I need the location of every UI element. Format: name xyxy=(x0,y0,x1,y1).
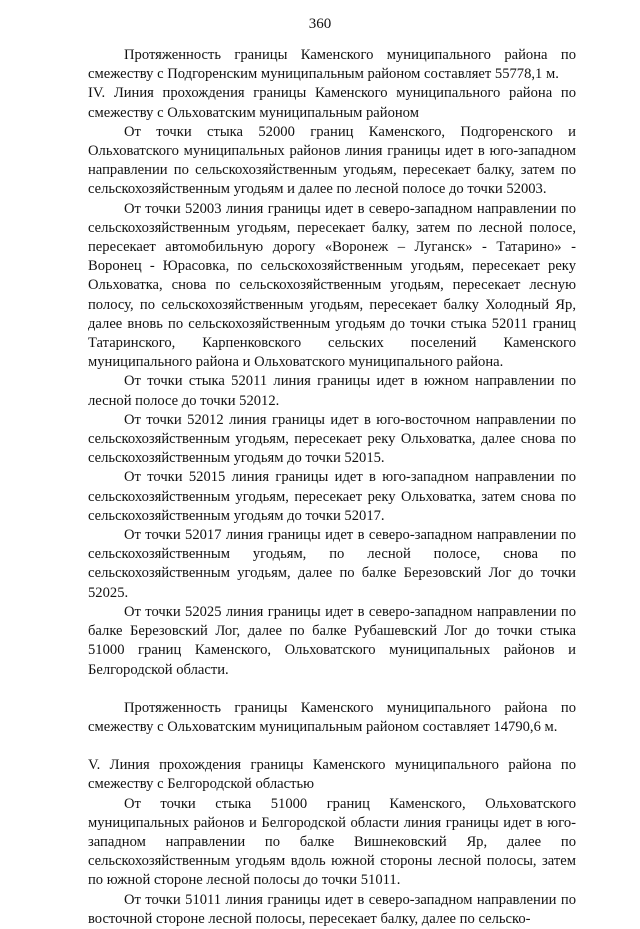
paragraph: От точки стыка 52011 линия границы идет в южном направлении по лесной полосе до точки 52012. xyxy=(88,373,576,409)
page-number: 360 xyxy=(308,16,332,32)
paragraph: Протяженность границы Каменского муниципального района по смежеству с Ольховатским муниципальным районом составляет 14790,6 м. xyxy=(88,699,576,735)
paragraph: От точки 52003 линия границы идет в северо-западном направлении по сельскохозяйственным угодьям, пересекает балку, затем по лесной полосе, пересекает автомобильную дорогу «Воронеж – Луганск» - Татарино» - Воронец - Юрасовка, по сельскохозяйственным угодьям, пересекает реку Ольховатка, снова по сельскохозяйственным угодьям, пересекает лесную полосу, по сельскохозяйственным угодьям, пересекает балку Холодный Яр, далее вновь по сельскохозяйственным угодьям до точки стыка 52011 границ Татаринского, Карпенковского сельских поселений Каменского муниципального района и Ольховатского муниципального района. xyxy=(88,200,576,371)
paragraph: От точки стыка 52000 границ Каменского, Подгоренского и Ольховатского муниципальных районов линия границы идет в юго-западном направлении по сельскохозяйственным угодьям, пересекает балку, затем по сельскохозяйственным угодьям и далее по лесной полосе до точки 52003. xyxy=(88,123,576,198)
paragraph: От точки стыка 51000 границ Каменского, Ольховатского муниципальных районов и Белгородской области линия границы идет в юго-западном направлении по балке Вишнековский Яр, далее по сельскохозяйственным угодьям вдоль южной стороны лесной полосы, затем по южной стороне лесной полосы до точки 51011. xyxy=(88,795,576,889)
section-heading: IV. Линия прохождения границы Каменского муниципального района по смежеству с Ольховатским муниципальным районом xyxy=(88,85,576,121)
paragraph: От точки 52025 линия границы идет в северо-западном направлении по балке Березовский Лог, далее по балке Рубашевский Лог до точки стыка 51000 границ Каменского, Ольховатского муниципальных районов и Белгородской области. xyxy=(88,603,576,678)
paragraph: От точки 52017 линия границы идет в северо-западном направлении по сельскохозяйственным угодьям, по лесной полосе, снова по сельскохозяйственным угодьям, далее по балке Березовский Лог до точки 52025. xyxy=(88,527,576,601)
section-heading: V. Линия прохождения границы Каменского муниципального района по смежеству с Белгородской областью xyxy=(88,757,576,793)
paragraph: От точки 52015 линия границы идет в юго-западном направлении по сельскохозяйственным угодьям, пересекает реку Ольховатка, затем снова по сельскохозяйственным угодьям до точки 52017. xyxy=(88,469,576,524)
paragraph: От точки 52012 линия границы идет в юго-восточном направлении по сельскохозяйственным угодьям, пересекает реку Ольховатка, далее снова по сельскохозяйственным угодьям до точки 52015. xyxy=(88,411,576,467)
paragraph: От точки 51011 линия границы идет в северо-западном направлении по восточной стороне лесной полосы, пересекает балку, далее по сельско- xyxy=(88,891,576,927)
paragraph: Протяженность границы Каменского муниципального района по смежеству с Подгоренским муниципальным районом составляет 55778,1 м. xyxy=(88,47,576,83)
document-body xyxy=(88,46,576,929)
